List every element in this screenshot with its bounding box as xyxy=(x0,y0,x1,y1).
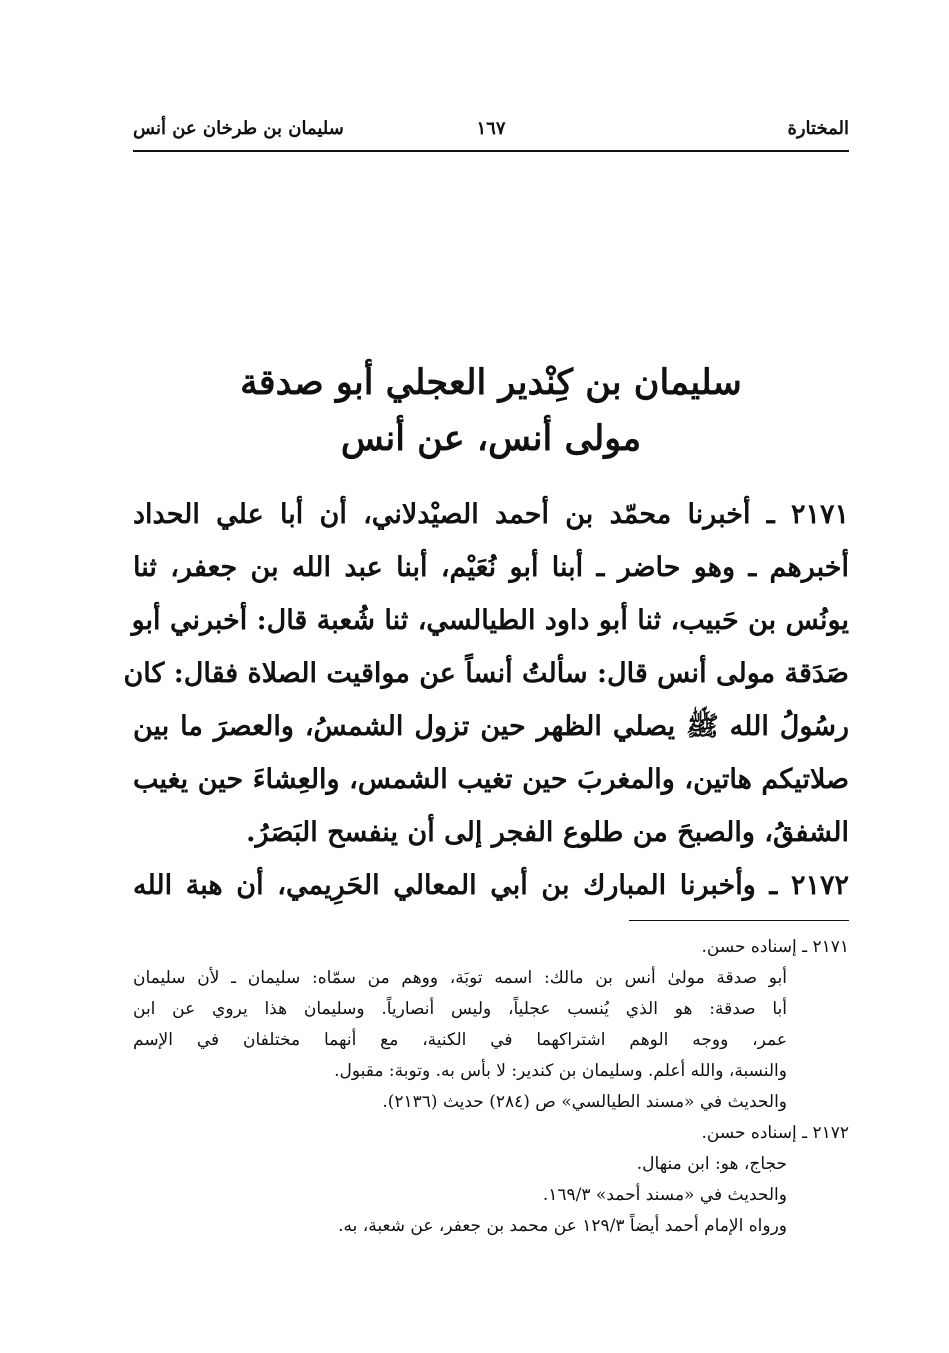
footnote-2172-heading: ٢١٧٢ ـ إسناده حسن. xyxy=(701,1123,849,1143)
body-line: صلاتيكم هاتين، والمغربَ حين تغيب الشمس، والعِشاءَ حين يغيب xyxy=(133,764,849,795)
body-line: يونُس بن حَبيب، ثنا أبو داود الطيالسي، ثنا شُعبة قال: أخبرني أبو xyxy=(131,605,849,636)
footnote-line: ورواه الإمام أحمد أيضاً ١٢٩/٣ عن محمد بن جعفر، عن شعبة، به. xyxy=(338,1216,787,1236)
footnote-line: والنسبة، والله أعلم. وسليمان بن كندير: لا بأس به. وتوبة: مقبول. xyxy=(334,1061,787,1081)
running-header xyxy=(133,112,849,152)
footnote-line: والحديث في «مسند الطيالسي» ص (٢٨٤) حديث (٢١٣٦). xyxy=(382,1092,787,1112)
body-line: أخبرهم ـ وهو حاضر ـ أبنا أبو نُعَيْم، أبنا عبد الله بن جعفر، ثنا xyxy=(133,552,849,583)
chapter-heading xyxy=(133,355,849,467)
footnote-line: حجاج، هو: ابن منهال. xyxy=(636,1154,787,1174)
section-title: سليمان بن طرخان عن أنس xyxy=(133,118,344,139)
footnote-line: والحديث في «مسند أحمد» ١٦٩/٣. xyxy=(542,1185,787,1205)
footnote-separator xyxy=(629,920,849,921)
page-number: ١٦٧ xyxy=(476,118,506,139)
chapter-heading-line-1: سليمان بن كِنْدير العجلي أبو صدقة xyxy=(240,362,742,403)
footnote-line: أبو صدقة مولىٰ أنس بن مالك: اسمه توبَة، ووهم من سمّاه: سليمان ـ لأن سليمان xyxy=(133,968,787,988)
body-line: ٢١٧٢ ـ وأخبرنا المبارك بن أبي المعالي الحَرِيمي، أن هبة الله xyxy=(133,870,849,901)
body-line: صَدَقة مولى أنس قال: سألتُ أنساً عن مواقيت الصلاة فقال: كان xyxy=(123,658,849,689)
book-title: المختارة xyxy=(787,118,849,139)
footnote-2171-heading: ٢١٧١ ـ إسناده حسن. xyxy=(701,937,849,957)
body-line: ٢١٧١ ـ أخبرنا محمّد بن أحمد الصيْدلاني، أن أبا علي الحداد xyxy=(133,499,849,530)
chapter-heading-line-2: مولى أنس، عن أنس xyxy=(340,418,642,459)
body-line: الشفقُ، والصبحَ من طلوع الفجر إلى أن ينفسح البَصَرُ. xyxy=(246,817,849,848)
hadith-text xyxy=(123,488,849,912)
footnote-line: أبا صدقة: هو الذي يُنسب عجلياً، وليس أنصارياً. وسليمان هذا يروي عن ابن xyxy=(133,999,787,1019)
body-line: رسُولُ الله ﷺ يصلي الظهر حين تزول الشمسُ، والعصرَ ما بين xyxy=(133,711,849,742)
footnotes xyxy=(133,932,849,1242)
footnote-line: عمر، ووجه الوهم اشتراكهما في الكنية، مع أنهما مختلفان في الإسم xyxy=(133,1030,787,1050)
